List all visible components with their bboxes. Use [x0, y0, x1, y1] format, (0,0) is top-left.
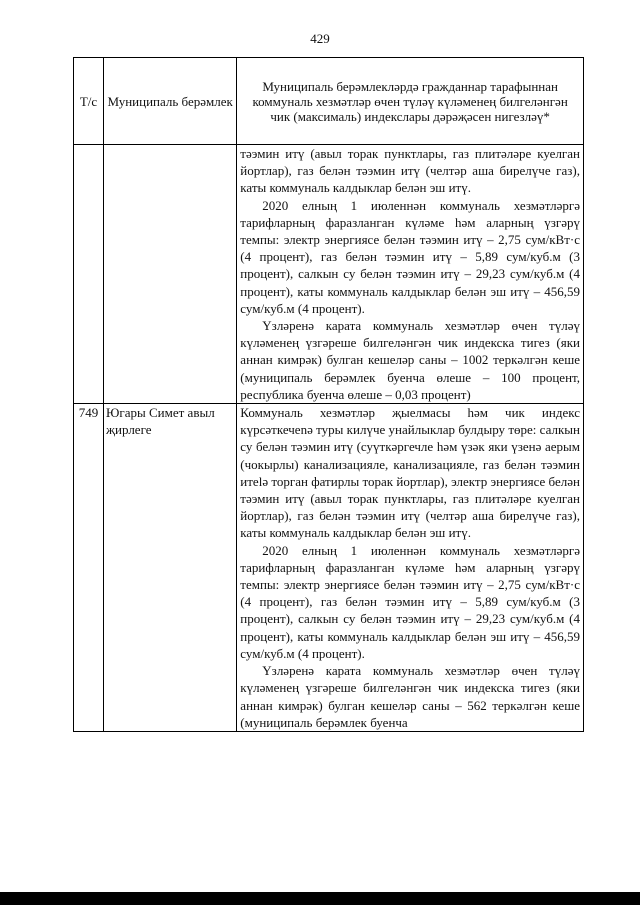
- row-paragraph: Коммуналь хезмәтләр җыелмасы һәм чик индекс күрсәткечenә туры килүче унайлыклар булдыру төре: салкын су белән тәэмин итү (суүткәргечле һәм үзәк яки үзенә аерым (чокырлы) канализацияле, канализацияле, газ белән тәэмин итеlә торган фатирлы торак йортлар), электр энергиясе белән тәэмин итү (авыл торак пунктлары, газ плитәләре куелган йортлар), газ белән тәэмин итү (челтәр аша бирелүче газ), каты коммуналь калдыклар белән эш итү.: [240, 405, 580, 541]
- page-number: 429: [310, 31, 330, 46]
- municipal-index-table: [73, 57, 584, 732]
- row-municipality: Югары Симет авыл җирлеге: [104, 404, 237, 732]
- row-description: [237, 145, 584, 404]
- row-paragraph: тәэмин итү (авыл торак пунктлары, газ плитәләре куелган йортлар), газ белән тәэмин итү (челтәр аша бирелүче газ), каты коммуналь калдыклар белән эш итү.: [240, 146, 580, 196]
- row-paragraph: 2020 елның 1 июленнән коммуналь хезмәтләргә тарифларның фаразланган күләме һәм аларның үзгәрү темпы: электр энергиясе белән тәэмин итү – 2,75 сум/кВт·с (4 процент), газ белән тәэмин итү – 5,89 сум/куб.м (3 процент), салкын су белән тәэмин итү – 29,23 сум/куб.м (4 процент), каты коммуналь калдыклар белән эш итү – 456,59 сум/куб.м (4 процент).: [240, 197, 580, 316]
- table-row: [74, 404, 584, 732]
- header-municipality: Муниципаль берәмлек: [104, 58, 237, 145]
- row-paragraph: Үзләренә карата коммуналь хезмәтләр өчен түләү күләменең үзгәреше билгеләнгән чик индекска тигез (яки аннан кимрәк) булган кешеләр саны – 1002 теркәлгән кеше (муниципаль берәмлек буенча өлеше – 100 процент, республика буенча өлеше – 0,03 процент): [240, 318, 580, 402]
- header-description: Муниципаль берәмлекләрдә гражданнар тарафыннан коммуналь хезмәтләр өчен түләү күләменең билгеләнгән чик (максималь) индекслары дәрәҗәсен нигезләү*: [237, 58, 584, 145]
- row-paragraph: 2020 елның 1 июленнән коммуналь хезмәтләргә тарифларның фаразланган күләме һәм аларның үзгәрү темпы: электр энергиясе белән тәэмин итү – 2,75 сум/кВт·с (4 процент), газ белән тәэмин итү – 5,89 сум/куб.м (3 процент), салкын су белән тәэмин итү – 29,23 сум/куб.м (4 процент), каты коммуналь калдыклар белән эш итү – 456,59 сум/куб.м (4 процент).: [240, 542, 580, 661]
- header-number: Т/с: [74, 58, 104, 145]
- table-row: [74, 145, 584, 404]
- row-paragraph: Үзләренә карата коммуналь хезмәтләр өчен түләү күләменең үзгәреше билгеләнгән чик индекска тигез (яки аннан кимрәк) булган кешеләр саны – 562 теркәлгән кеше (муниципаль берәмлек буенча: [240, 663, 580, 730]
- row-municipality: [104, 145, 237, 404]
- row-number: [74, 145, 104, 404]
- table-header-row: [74, 58, 584, 145]
- row-description: [237, 404, 584, 732]
- row-number: 749: [74, 404, 104, 732]
- scan-bottom-border: [0, 892, 640, 905]
